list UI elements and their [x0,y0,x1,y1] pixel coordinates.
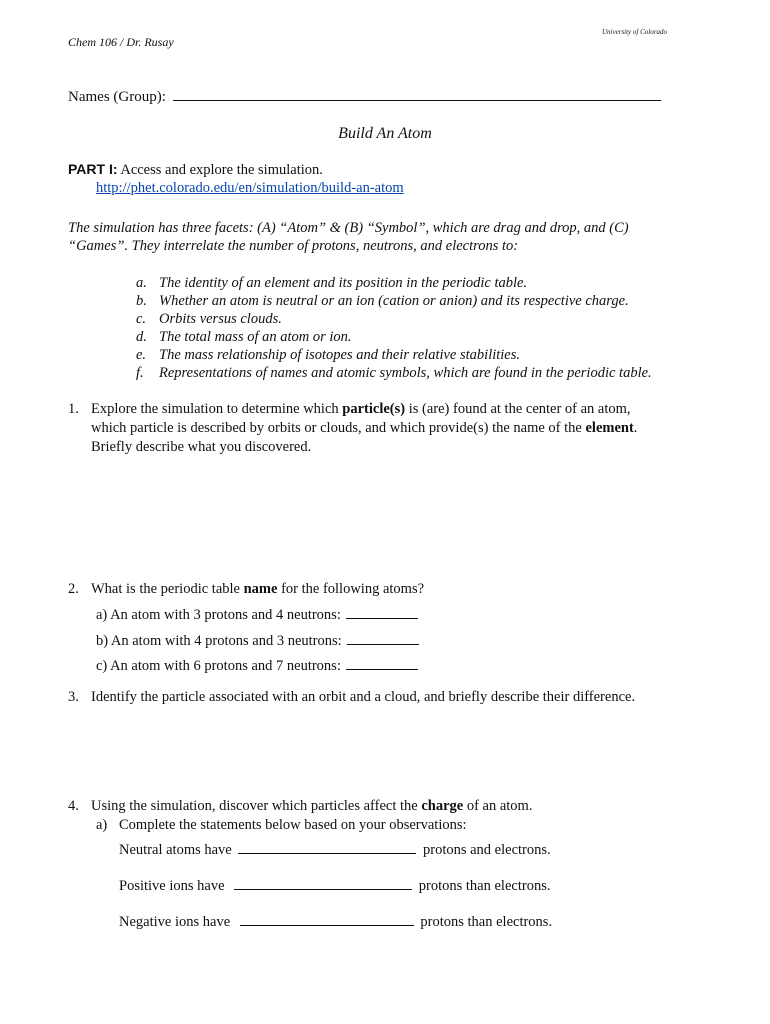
q2-item-text: b) An atom with 4 protons and 3 neutrons: [96,633,342,649]
names-label: Names (Group): [68,89,166,105]
statement-neutral [119,841,551,860]
facet-marker: a. [136,275,147,291]
facet-marker: f. [136,365,144,381]
intro-line-2: “Games”. They interrelate the number of protons, neutrons, and electrons to: [68,238,519,254]
statement-label: Negative ions have [119,914,231,930]
q4-text: Using the simulation, discover which particles affect the [91,798,422,814]
q1-text: . [633,420,638,436]
facet-marker: c. [136,311,147,327]
statement-label: Neutral atoms have [119,842,232,858]
facet-text: The total mass of an atom or ion. [159,329,352,345]
simulation-link-row [96,179,404,198]
part1-text: Access and explore the simulation. [120,162,323,178]
q2-prompt [91,580,424,599]
q1-line-3: Briefly describe what you discovered. [91,439,312,455]
statement-suffix: protons than electrons. [418,878,551,894]
facet-marker: d. [136,329,147,345]
answer-blank[interactable] [347,632,419,645]
statement-suffix: protons than electrons. [420,914,553,930]
q2-item-a [96,606,418,625]
q1-text: Explore the simulation to determine which [91,401,343,417]
names-blank[interactable] [173,88,661,101]
q4-text: of an atom. [463,798,533,814]
facet-text: Whether an atom is neutral or an ion (cation or anion) and its respective charge. [159,293,629,309]
statement-suffix: protons and electrons. [423,842,551,858]
q1-text: is (are) found at the center of an atom, [405,401,631,417]
q4-sub-marker: a) [96,817,108,833]
q4-number: 4. [68,798,79,814]
statement-positive [119,877,550,896]
statement-label: Positive ions have [119,878,225,894]
list-item [136,328,652,346]
names-row [68,88,661,106]
list-item [136,364,652,382]
intro-line-1: The simulation has three facets: (A) “Atom” & (B) “Symbol”, which are drag and drop, and (C) [68,220,629,236]
facet-list [136,274,652,382]
answer-blank[interactable] [240,913,414,926]
answer-blank[interactable] [238,841,416,854]
page-title: Build An Atom [338,125,432,142]
facet-text: The mass relationship of isotopes and their relative stabilities. [159,347,521,363]
part1-line [68,160,323,180]
q1-bold-particles: particle(s) [342,401,406,417]
q2-item-c [96,657,418,676]
q2-bold-name: name [243,581,278,597]
facet-marker: b. [136,293,147,309]
q2-item-b [96,632,419,651]
facet-text: Orbits versus clouds. [159,311,282,327]
answer-blank[interactable] [346,657,418,670]
q4-prompt [91,797,532,816]
list-item [136,310,652,328]
simulation-link[interactable]: http://phet.colorado.edu/en/simulation/build-an-atom [96,180,404,196]
q1-bold-element: element [585,420,634,436]
q2-text: for the following atoms? [277,581,425,597]
q1-text: which particle is described by orbits or clouds, and which provide(s) the name of the [91,420,586,436]
answer-blank[interactable] [234,877,412,890]
q1-line-2 [91,419,637,438]
q4-bold-charge: charge [421,798,464,814]
answer-blank[interactable] [346,606,418,619]
course-label: Chem 106 / Dr. Rusay [68,35,174,49]
q3-number: 3. [68,689,79,705]
q1-number: 1. [68,401,79,417]
statement-negative [119,913,552,932]
list-item [136,274,652,292]
q2-text: What is the periodic table [91,581,244,597]
list-item [136,292,652,310]
q2-item-text: a) An atom with 3 protons and 4 neutrons: [96,607,341,623]
q3-prompt: Identify the particle associated with an orbit and a cloud, and briefly describe their difference. [91,689,636,705]
university-label: University of Colorado [602,28,667,36]
facet-text: The identity of an element and its position in the periodic table. [159,275,528,291]
q1-line-1 [91,400,631,419]
q4-sub-text: Complete the statements below based on your observations: [119,817,467,833]
part1-label: PART I: [68,161,118,177]
facet-marker: e. [136,347,147,363]
list-item [136,346,652,364]
facet-text: Representations of names and atomic symbols, which are found in the periodic table. [159,365,652,381]
q2-number: 2. [68,581,79,597]
q2-item-text: c) An atom with 6 protons and 7 neutrons: [96,658,341,674]
